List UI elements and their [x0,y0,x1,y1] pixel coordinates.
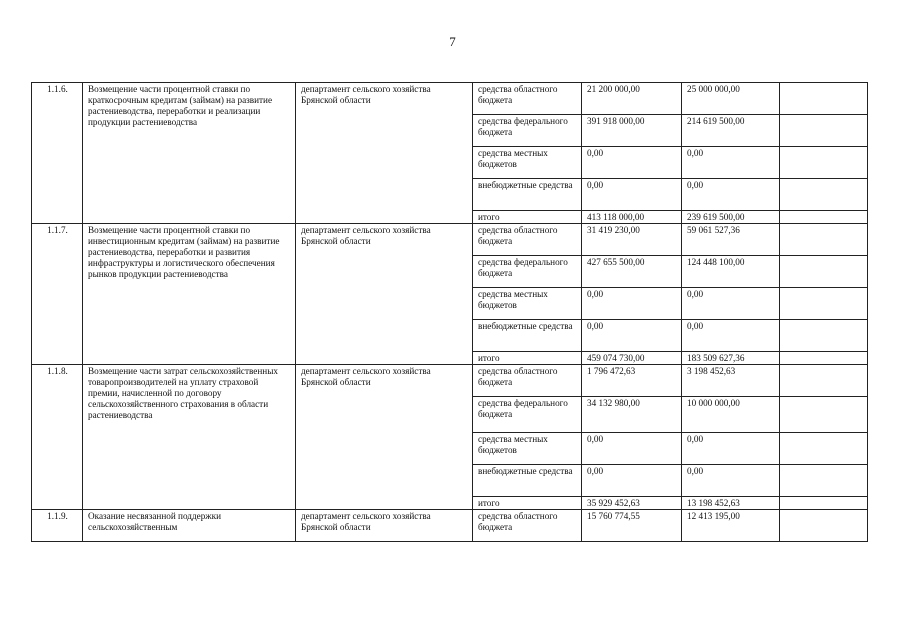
funding-source: средства федерального бюджета [473,115,582,147]
amount-year-3 [780,352,868,365]
budget-table [31,82,868,542]
table-row [32,224,868,256]
funding-source: средства областного бюджета [473,224,582,256]
measure-number: 1.1.7. [32,224,83,365]
amount-year-3 [780,256,868,288]
executor: департамент сельского хозяйства Брянской области [296,83,473,224]
funding-source: итого [473,211,582,224]
funding-source: средства областного бюджета [473,510,582,542]
amount-year-1: 0,00 [582,320,682,352]
funding-source: итого [473,497,582,510]
page-number: 7 [449,34,456,49]
amount-year-2: 3 198 452,63 [682,365,780,397]
amount-year-1: 427 655 500,00 [582,256,682,288]
amount-year-2: 0,00 [682,179,780,211]
measure-name: Возмещение части затрат сельскохозяйственных товаропроизводителей на уплату страховой премии, начисленной по договору сельскохозяйственного страхования в области растениеводства [83,365,296,510]
funding-source: средства местных бюджетов [473,433,582,465]
amount-year-1: 1 796 472,63 [582,365,682,397]
amount-year-2: 183 509 627,36 [682,352,780,365]
amount-year-1: 0,00 [582,433,682,465]
amount-year-1: 15 760 774,55 [582,510,682,542]
executor: департамент сельского хозяйства Брянской области [296,365,473,510]
amount-year-2: 239 619 500,00 [682,211,780,224]
executor: департамент сельского хозяйства Брянской области [296,224,473,365]
amount-year-1: 459 074 730,00 [582,352,682,365]
funding-source: средства федерального бюджета [473,256,582,288]
amount-year-2: 12 413 195,00 [682,510,780,542]
amount-year-2: 0,00 [682,433,780,465]
table-row [32,83,868,115]
funding-source: внебюджетные средства [473,320,582,352]
amount-year-2: 13 198 452,63 [682,497,780,510]
amount-year-2: 10 000 000,00 [682,397,780,433]
amount-year-2: 0,00 [682,288,780,320]
amount-year-1: 31 419 230,00 [582,224,682,256]
amount-year-2: 214 619 500,00 [682,115,780,147]
amount-year-2: 59 061 527,36 [682,224,780,256]
amount-year-3 [780,433,868,465]
amount-year-1: 35 929 452,63 [582,497,682,510]
amount-year-2: 0,00 [682,465,780,497]
executor: департамент сельского хозяйства Брянской области [296,510,473,542]
amount-year-3 [780,510,868,542]
funding-source: итого [473,352,582,365]
amount-year-1: 0,00 [582,179,682,211]
amount-year-1: 0,00 [582,147,682,179]
amount-year-3 [780,179,868,211]
amount-year-3 [780,288,868,320]
amount-year-3 [780,465,868,497]
amount-year-1: 413 118 000,00 [582,211,682,224]
measure-name: Возмещение части процентной ставки по краткосрочным кредитам (займам) на развитие растениеводства, переработки и реализации продукции растениеводства [83,83,296,224]
amount-year-2: 124 448 100,00 [682,256,780,288]
amount-year-1: 391 918 000,00 [582,115,682,147]
amount-year-3 [780,115,868,147]
amount-year-3 [780,497,868,510]
amount-year-3 [780,83,868,115]
budget-table-body [32,83,868,542]
funding-source: внебюджетные средства [473,465,582,497]
funding-source: средства областного бюджета [473,365,582,397]
amount-year-3 [780,365,868,397]
measure-number: 1.1.8. [32,365,83,510]
funding-source: средства областного бюджета [473,83,582,115]
amount-year-1: 0,00 [582,465,682,497]
amount-year-1: 21 200 000,00 [582,83,682,115]
measure-number: 1.1.9. [32,510,83,542]
amount-year-2: 25 000 000,00 [682,83,780,115]
amount-year-2: 0,00 [682,320,780,352]
amount-year-3 [780,224,868,256]
table-row [32,365,868,397]
table-row [32,510,868,542]
funding-source: средства федерального бюджета [473,397,582,433]
measure-name: Возмещение части процентной ставки по инвестиционным кредитам (займам) на развитие растениеводства, переработки и развития инфраструктуры и логистического обеспечения рынков продукции растениеводства [83,224,296,365]
funding-source: внебюджетные средства [473,179,582,211]
amount-year-1: 0,00 [582,288,682,320]
amount-year-3 [780,397,868,433]
amount-year-2: 0,00 [682,147,780,179]
amount-year-3 [780,147,868,179]
amount-year-3 [780,320,868,352]
funding-source: средства местных бюджетов [473,147,582,179]
measure-number: 1.1.6. [32,83,83,224]
measure-name: Оказание несвязанной поддержки сельскохозяйственным [83,510,296,542]
amount-year-1: 34 132 980,00 [582,397,682,433]
amount-year-3 [780,211,868,224]
funding-source: средства местных бюджетов [473,288,582,320]
